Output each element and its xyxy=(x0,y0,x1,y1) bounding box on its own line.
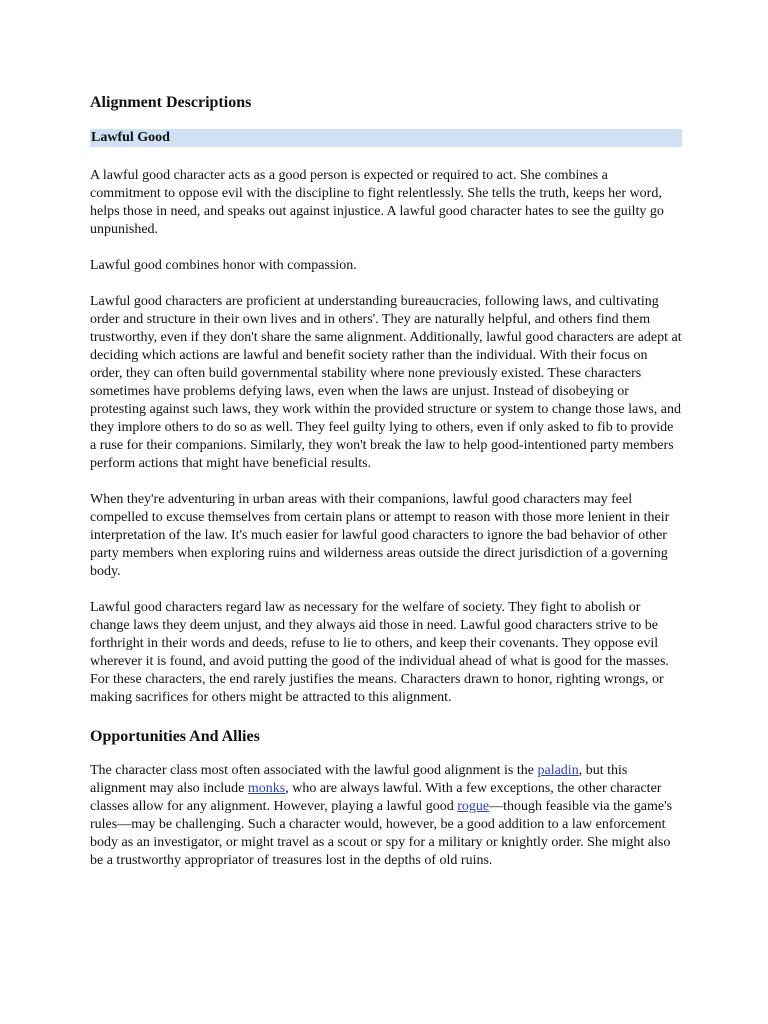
link-paladin[interactable]: paladin xyxy=(537,763,579,778)
paragraph-urban: When they're adventuring in urban areas with their companions, lawful good characters may feel compelled to excuse themselves from certain plans or attempt to reason with those more lenient in their interpretation of the law. It's much easier for lawful good characters to ignore the bad behavior of other party members when exploring ruins and wilderness areas outside the direct jurisdiction of a governing body. xyxy=(90,492,670,579)
text-segment: , who are always lawful. With a few exceptions, the other character classes allow for any alignment. However, playing a lawful good xyxy=(90,781,662,814)
paragraph-proficiency: Lawful good characters are proficient at understanding bureaucracies, following laws, and cultivating order and structure in their own lives and in others'. They are naturally helpful, and others find them trustworthy, even if they don't share the same alignment. Additionally, lawful good characters are adept at deciding which actions are lawful and benefit society rather than the individual. With their focus on order, they can often build governmental stability where none previously existed. These characters sometimes have problems defying laws, even when the laws are unjust. Instead of disobeying or protesting against such laws, they work within the provided structure or system to change those laws, and they implore others to do so as well. They feel guilty lying to others, even if only asked to fib to provide a ruse for their companions. Similarly, they won't break the law to help good-intentioned party members perform actions that might have beneficial results. xyxy=(90,294,682,471)
paragraph-summary: Lawful good combines honor with compassion. xyxy=(90,258,357,273)
section-heading-lawful-good: Lawful Good xyxy=(90,129,682,147)
text-segment: The character class most often associated with the lawful good alignment is the xyxy=(90,763,538,778)
paragraph-intro: A lawful good character acts as a good person is expected or required to act. She combines a commitment to oppose evil with the discipline to fight relentlessly. She tells the truth, keeps her word, helps those in need, and speaks out against injustice. A lawful good character hates to see the guilty go unpunished. xyxy=(90,168,664,237)
link-rogue[interactable]: rogue xyxy=(457,799,490,814)
paragraph-opportunities xyxy=(90,762,682,870)
paragraph-law: Lawful good characters regard law as necessary for the welfare of society. They fight to abolish or change laws they deem unjust, and they always aid those in need. Lawful good characters strive to be forthright in their words and deeds, refuse to lie to others, and keep their covenants. They oppose evil wherever it is found, and avoid putting the good of the individual ahead of what is good for the masses. For these characters, the end rarely justifies the means. Characters drawn to honor, righting wrongs, or making sacrifices for others might be attracted to this alignment. xyxy=(90,600,669,705)
text-segment: —though feasible via the game's rules—may be challenging. Such a character would, however, be a good addition to a law enforcement body as an investigator, or might travel as a scout or spy for a military or knightly order. She might also be a trustworthy appropriator of treasures lost in the depths of old ruins. xyxy=(90,799,673,868)
page-title: Alignment Descriptions xyxy=(90,94,252,111)
section-heading-opportunities: Opportunities And Allies xyxy=(90,728,260,745)
document-body xyxy=(90,92,682,870)
text-segment: , but this alignment may also include xyxy=(90,763,628,796)
link-monks[interactable]: monks xyxy=(247,781,286,796)
